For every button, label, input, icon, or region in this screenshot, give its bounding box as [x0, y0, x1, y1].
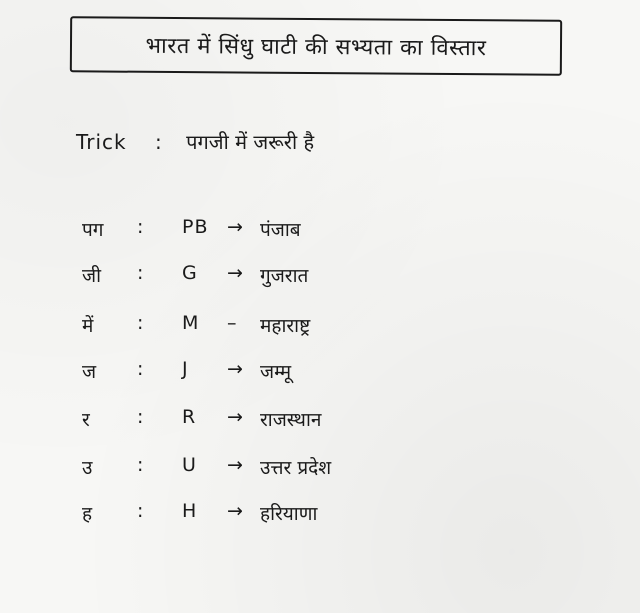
arrow-icon: →	[227, 454, 243, 476]
row-colon: :	[137, 358, 144, 380]
page-title: भारत में सिंधु घाटी की सभ्यता का विस्तार	[145, 33, 487, 62]
row-colon: :	[137, 454, 144, 476]
row-colon: :	[137, 262, 144, 284]
row-state: उत्तर प्रदेश	[260, 457, 332, 479]
row-syllable: र	[82, 409, 90, 431]
row-state: पंजाब	[260, 219, 301, 241]
trick-line	[76, 128, 314, 155]
row-code: H	[182, 500, 198, 522]
trick-label: Trick	[76, 130, 127, 154]
row-syllable: ज	[82, 361, 97, 383]
row-code: R	[182, 406, 197, 428]
row-state: गुजरात	[260, 265, 309, 287]
row-colon: :	[137, 312, 144, 334]
row-code: J	[182, 358, 189, 380]
row-state: राजस्थान	[260, 409, 322, 431]
row-syllable: जी	[82, 265, 102, 287]
row-syllable: पग	[82, 219, 104, 241]
row-syllable: उ	[82, 457, 93, 479]
row-state: महाराष्ट्र	[260, 315, 311, 337]
row-syllable: में	[82, 315, 94, 337]
dash-icon: –	[227, 312, 237, 334]
arrow-icon: →	[227, 262, 243, 284]
row-code: M	[182, 312, 200, 334]
title-box	[70, 16, 562, 75]
row-colon: :	[137, 216, 144, 238]
row-code: PB	[182, 216, 209, 238]
row-state: हरियाणा	[260, 503, 318, 525]
row-colon: :	[137, 406, 144, 428]
arrow-icon: →	[227, 500, 243, 522]
arrow-icon: →	[227, 358, 243, 380]
row-code: U	[182, 454, 197, 476]
row-colon: :	[137, 500, 144, 522]
arrow-icon: →	[227, 216, 243, 238]
row-syllable: ह	[82, 503, 93, 525]
arrow-icon: →	[227, 406, 243, 428]
trick-phrase: पगजी में जरूरी है	[186, 130, 315, 154]
row-state: जम्मू	[260, 361, 292, 383]
trick-colon: :	[155, 130, 162, 154]
row-code: G	[182, 262, 198, 284]
